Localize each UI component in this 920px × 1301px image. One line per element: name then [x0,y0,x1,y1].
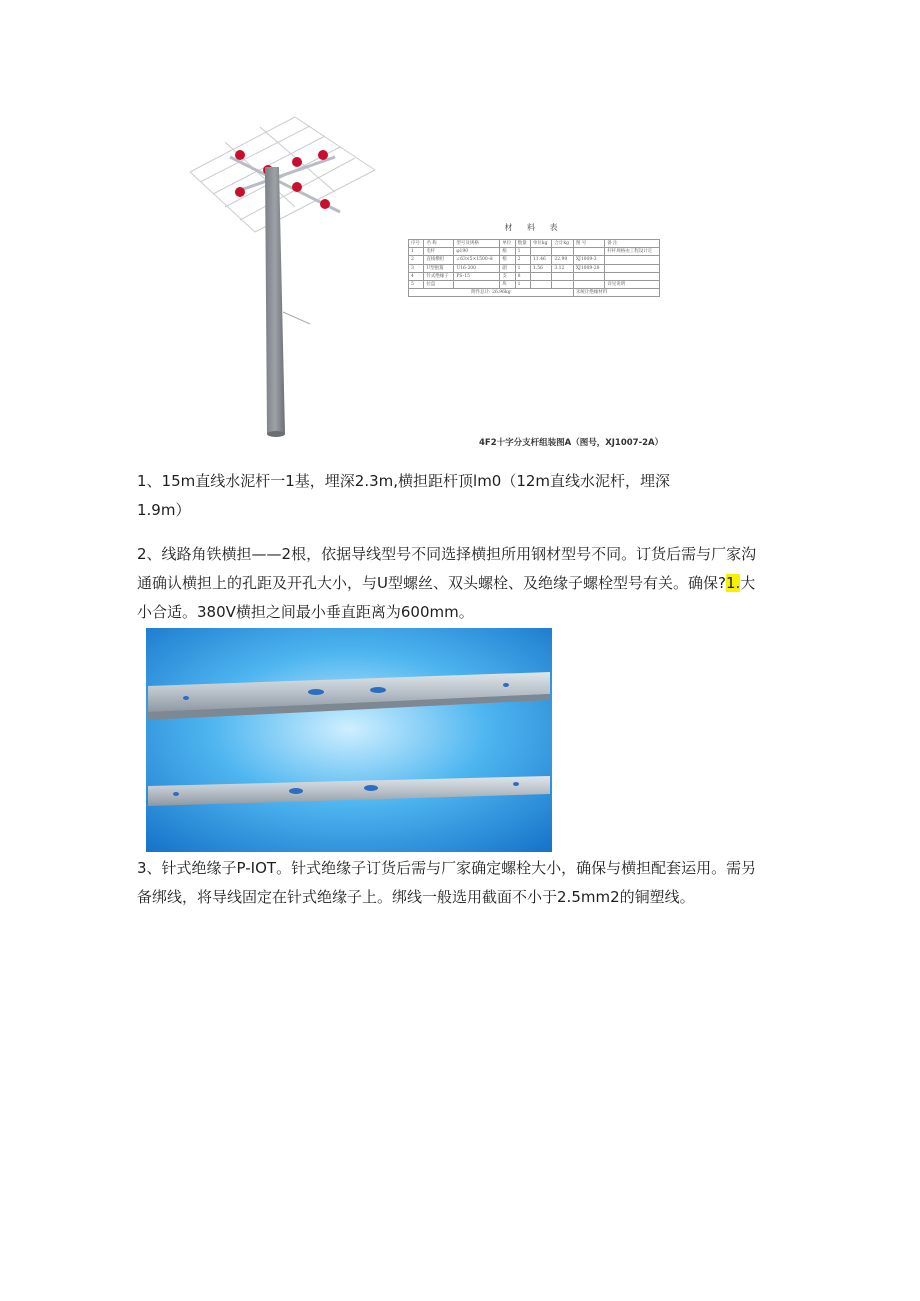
table-cell: 根 [500,248,515,256]
table-cell [552,248,573,256]
table-cell [605,264,660,272]
table-cell: 块 [500,280,515,288]
table-total: 附件总计: 26.96kg [409,289,574,297]
paragraph-2-line-3: 小合适。380V横担之间最小垂直距离为600mm。 [137,603,474,621]
table-cell [573,280,604,288]
table-row [409,272,660,280]
table-cell [573,248,604,256]
table-cell: 1 [515,248,530,256]
table-cell: 3.12 [552,264,573,272]
paragraph-2-line-1: 2、线路角铁横担——2根，依据导线型号不同选择横担所用钢材型号不同。订货后需与厂家沟 [137,545,757,563]
paragraph-1-line-2: 1.9m） [137,501,191,519]
table-cell: U16-200 [454,264,500,272]
table-cell: 型号及规格 [454,240,500,248]
table-cell: 副 [500,264,515,272]
table-cell: 单位kg [530,240,551,248]
crossarm-photo [146,628,552,852]
table-cell: φ190 [454,248,500,256]
highlighted-text: 1. [725,574,741,592]
table-cell [552,272,573,280]
table-cell: 杆杆规格由工程设计定 [605,248,660,256]
table-row [409,256,660,264]
table-cell [530,272,551,280]
pole-illustration [185,112,390,442]
table-cell: 图 号 [573,240,604,248]
table-row [409,289,660,297]
table-cell: 单位 [500,240,515,248]
table-cell: 根 [500,256,515,264]
table-cell: 序号 [409,240,424,248]
table-row [409,280,660,288]
paragraph-1-line-1: 1、15m直线水泥杆一1基，埋深2.3m,横担距杆顶lm0（12m直线水泥杆，埋深 [137,472,671,490]
table-cell [552,280,573,288]
table-cell: 22.99 [552,256,573,264]
figure-caption: 4F2十字分支杆组装图A（图号，XJ1007-2A） [479,438,664,448]
table-cell: 5 [409,280,424,288]
paragraph-3-line-2: 备绑线，将导线固定在针式绝缘子上。绑线一般选用截面不小于2.5mm2的铜塑线。 [137,888,695,906]
table-cell: 支 [500,272,515,280]
table-cell: 名 称 [424,240,454,248]
table-cell: 1 [409,248,424,256]
paragraph-2-text-end: 大 [740,574,756,592]
table-cell: XJ1009-3 [573,256,604,264]
table-cell [573,272,604,280]
table-cell: 1.56 [530,264,551,272]
table-cell [605,256,660,264]
table-cell: ∠63×5×1500-⑥ [454,256,500,264]
table-cell: U型抱箍 [424,264,454,272]
materials-table [408,239,660,297]
table-cell: 拉盘 [424,280,454,288]
table-row [409,248,660,256]
table-cell: PS-15 [454,272,500,280]
paragraph-2-text: 通确认横担上的孔距及开孔大小，与U型螺丝、双头螺栓、及绝缘子螺栓型号有关。确保? [137,574,726,592]
table-row [409,240,660,248]
table-cell: 4 [409,272,424,280]
paragraph-2-line-2 [137,569,755,598]
table-row [409,264,660,272]
table-cell: 2 [515,256,530,264]
table-cell: 11.46 [530,256,551,264]
table-cell: 直线横担 [424,256,454,264]
table-cell: 1 [515,264,530,272]
table-cell: 8 [515,272,530,280]
table-cell: 3 [409,264,424,272]
table-cell [454,280,500,288]
table-cell: 数量 [515,240,530,248]
table-cell: 1 [515,280,530,288]
table-cell [530,248,551,256]
paragraph-3-line-1: 3、针式绝缘子P-IOT。针式绝缘子订货后需与厂家确定螺栓大小，确保与横担配套运用。需另 [137,859,757,877]
table-cell: 2 [409,256,424,264]
table-cell: XJ1009-28 [573,264,604,272]
table-cell [530,280,551,288]
table-cell [605,272,660,280]
table-cell: 备 注 [605,240,660,248]
table-total-note: 未统计绝缘材料 [573,289,659,297]
table-cell: 合计kg [552,240,573,248]
table-cell: 详见说明 [605,280,660,288]
materials-table-title: 材 料 表 [504,223,564,232]
table-cell: 电杆 [424,248,454,256]
table-cell: 针式绝缘子 [424,272,454,280]
